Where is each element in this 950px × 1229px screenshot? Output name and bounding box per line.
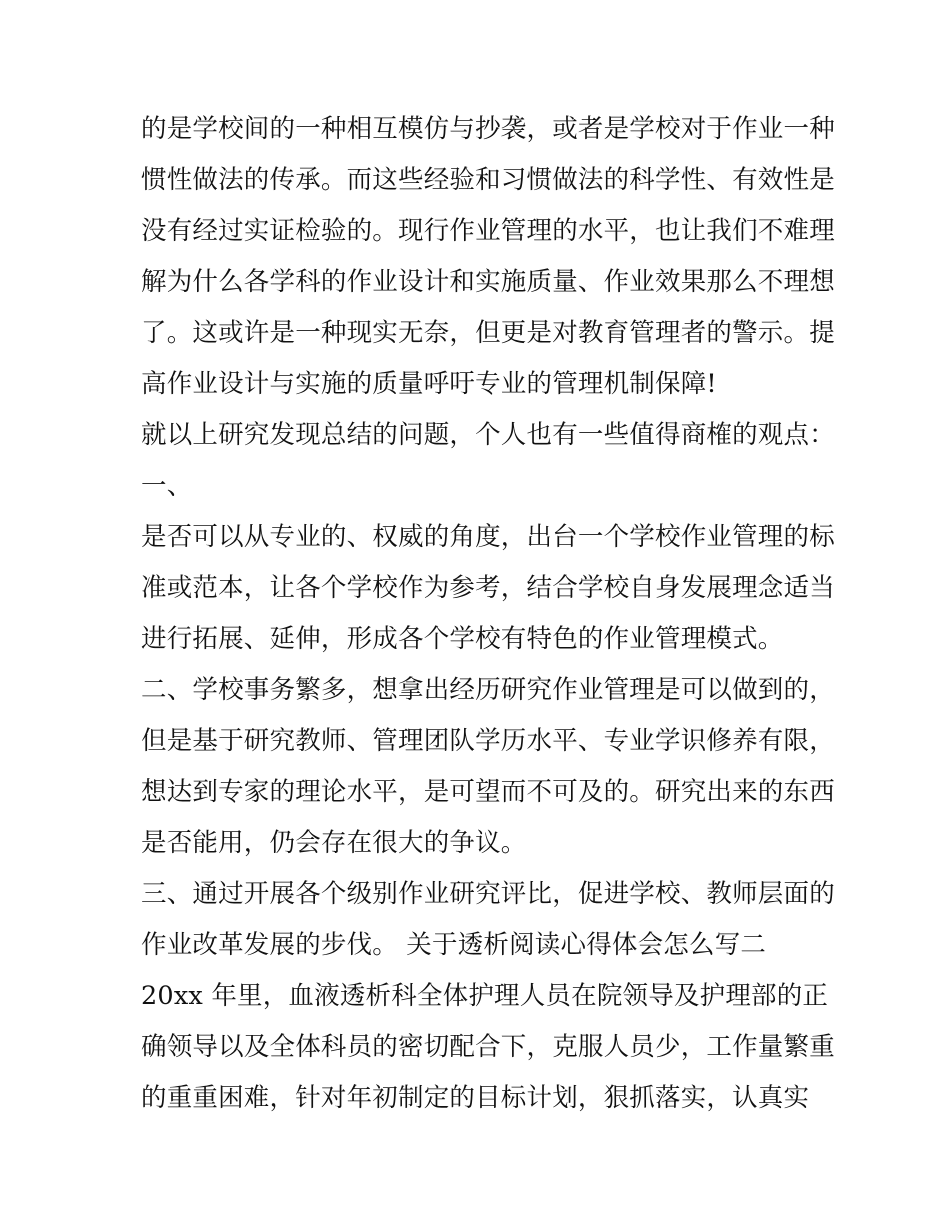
paragraph-line: 高作业设计与实施的质量呼吁专业的管理机制保障!	[141, 369, 717, 399]
paragraph-line: 准或范本，让各个学校作为参考，结合学校自身发展理念适当	[141, 573, 835, 603]
paragraph-line: 想达到专家的理论水平，是可望而不可及的。研究出来的东西	[141, 777, 835, 807]
paragraph-line: 解为什么各学科的作业设计和实施质量、作业效果那么不理想	[141, 267, 835, 297]
paragraph-line: 进行拓展、延伸，形成各个学校有特色的作业管理模式。	[141, 624, 784, 654]
paragraph-line: 的重重困难，针对年初制定的目标计划，狠抓落实，认真实	[141, 1083, 810, 1113]
paragraph-line: 惯性做法的传承。而这些经验和习惯做法的科学性、有效性是	[141, 165, 835, 195]
paragraph-line: 二、学校事务繁多，想拿出经历研究作业管理是可以做到的，	[141, 675, 835, 705]
paragraph-line: 就以上研究发现总结的问题，个人也有一些值得商榷的观点：	[141, 420, 835, 450]
paragraph-line: 没有经过实证检验的。现行作业管理的水平，也让我们不难理	[141, 216, 835, 246]
paragraph-line: 的是学校间的一种相互模仿与抄袭，或者是学校对于作业一种	[141, 114, 835, 144]
paragraph-line: 确领导以及全体科员的密切配合下，克服人员少，工作量繁重	[141, 1032, 835, 1062]
paragraph-line: 是否能用，仍会存在很大的争议。	[141, 828, 527, 858]
paragraph-line: 三、通过开展各个级别作业研究评比，促进学校、教师层面的	[141, 879, 835, 909]
paragraph-line: 是否可以从专业的、权威的角度，出台一个学校作业管理的标	[141, 522, 835, 552]
list-number: 一、	[141, 471, 193, 501]
paragraph-line: 作业改革发展的步伐。 关于透析阅读心得体会怎么写二	[141, 930, 767, 960]
paragraph-line: 20xx 年里，血液透析科全体护理人员在院领导及护理部的正	[141, 981, 829, 1011]
paragraph-line: 了。这或许是一种现实无奈，但更是对教育管理者的警示。提	[141, 318, 835, 348]
paragraph-line: 但是基于研究教师、管理团队学历水平、专业学识修养有限，	[141, 726, 835, 756]
